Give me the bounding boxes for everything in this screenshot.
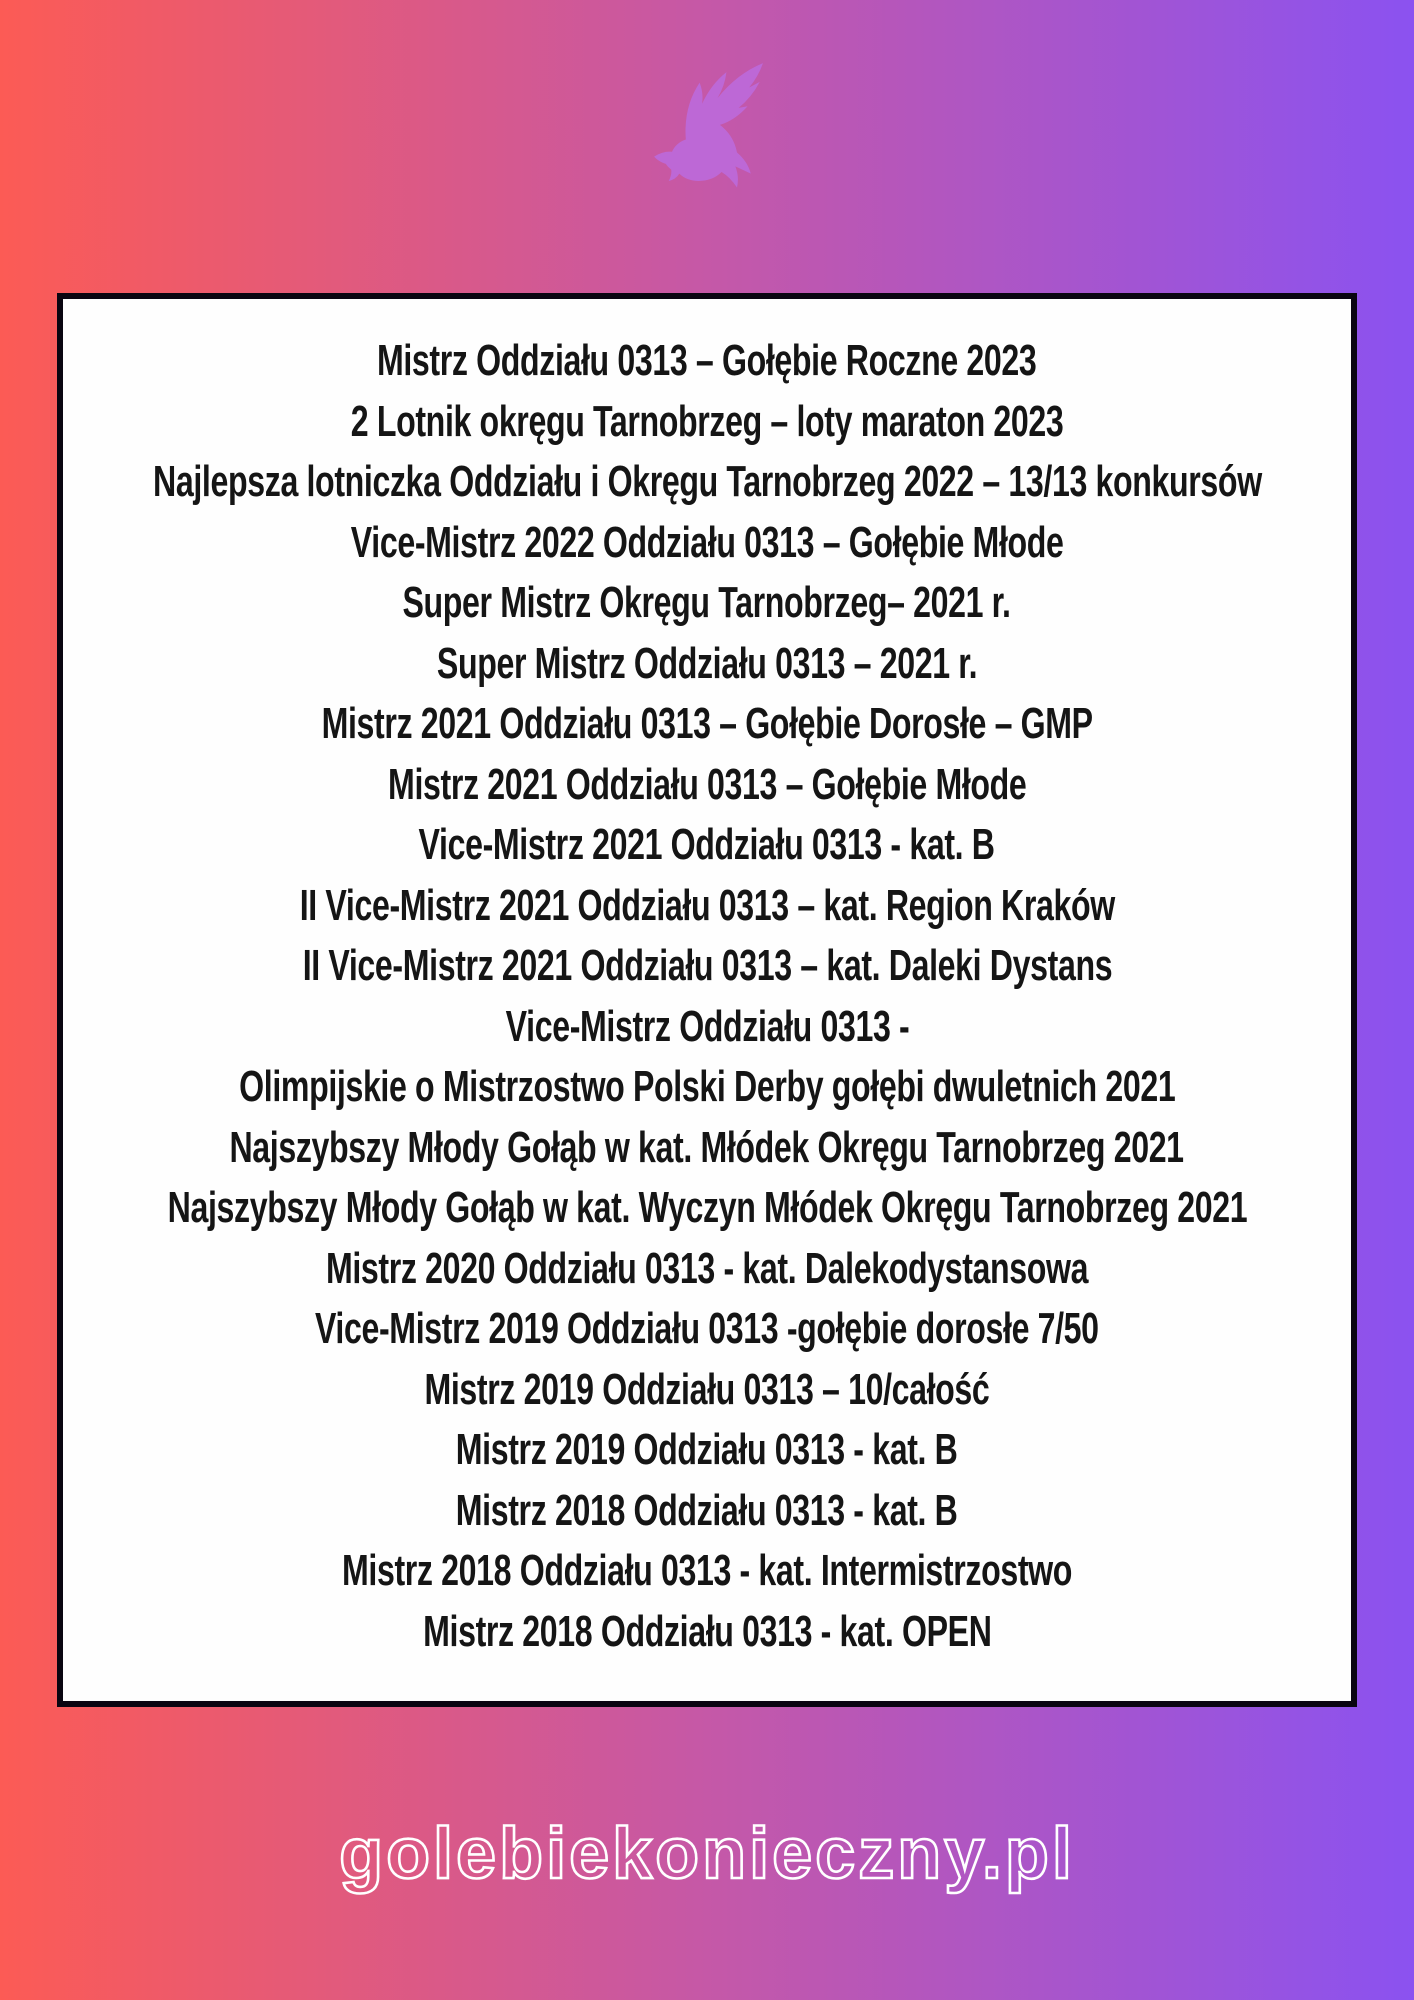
achievement-line: Mistrz 2021 Oddziału 0313 – Gołębie Młode	[387, 759, 1027, 809]
achievement-line: Vice-Mistrz 2022 Oddziału 0313 – Gołębie Młode	[350, 517, 1064, 567]
achievement-line: Najszybszy Młody Gołąb w kat. Wyczyn Młódek Okręgu Tarnobrzeg 2021	[167, 1183, 1247, 1232]
achievement-line: Mistrz 2019 Oddziału 0313 – 10/całość	[424, 1364, 990, 1414]
awards-panel	[57, 293, 1357, 1707]
achievement-line: Mistrz 2020 Oddziału 0313 - kat. Dalekodystansowa	[325, 1243, 1089, 1293]
achievement-line: Super Mistrz Oddziału 0313 – 2021 r.	[436, 638, 978, 688]
achievement-line: II Vice-Mistrz 2021 Oddziału 0313 – kat. Region Kraków	[299, 880, 1115, 930]
achievement-line: Vice-Mistrz Oddziału 0313 -	[505, 1001, 909, 1051]
site-logo	[0, 1788, 1414, 1918]
footer	[0, 1788, 1414, 1918]
achievement-line: Mistrz Oddziału 0313 – Gołębie Roczne 2023	[377, 336, 1037, 385]
achievement-line: 2 Lotnik okręgu Tarnobrzeg – loty maraton 2023	[350, 396, 1064, 446]
achievement-line: Vice-Mistrz 2021 Oddziału 0313 - kat. B	[418, 820, 996, 869]
achievement-line: Mistrz 2019 Oddziału 0313 - kat. B	[456, 1425, 958, 1474]
achievement-line: Vice-Mistrz 2019 Oddziału 0313 -gołębie dorosłe 7/50	[315, 1304, 1099, 1353]
achievement-line: Mistrz 2018 Oddziału 0313 - kat. B	[456, 1485, 958, 1535]
achievement-line: Najszybszy Młody Gołąb w kat. Młódek Okręgu Tarnobrzeg 2021	[229, 1122, 1185, 1172]
achievement-line: Super Mistrz Okręgu Tarnobrzeg– 2021 r.	[402, 578, 1012, 627]
achievement-line: Mistrz 2018 Oddziału 0313 - kat. OPEN	[422, 1606, 992, 1656]
achievement-line: Olimpijskie o Mistrzostwo Polski Derby gołębi dwuletnich 2021	[238, 1062, 1176, 1111]
achievement-line: Mistrz 2021 Oddziału 0313 – Gołębie Dorosłe – GMP	[321, 699, 1093, 748]
site-logo-text: golebiekonieczny.pl	[339, 1814, 1075, 1894]
achievement-line: Mistrz 2018 Oddziału 0313 - kat. Intermistrzostwo	[341, 1546, 1073, 1595]
dove-icon	[648, 42, 813, 237]
achievement-line: Najlepsza lotniczka Oddziału i Okręgu Tarnobrzeg 2022 – 13/13 konkursów	[152, 457, 1262, 506]
achievement-line: II Vice-Mistrz 2021 Oddziału 0313 – kat. Daleki Dystans	[302, 941, 1112, 990]
